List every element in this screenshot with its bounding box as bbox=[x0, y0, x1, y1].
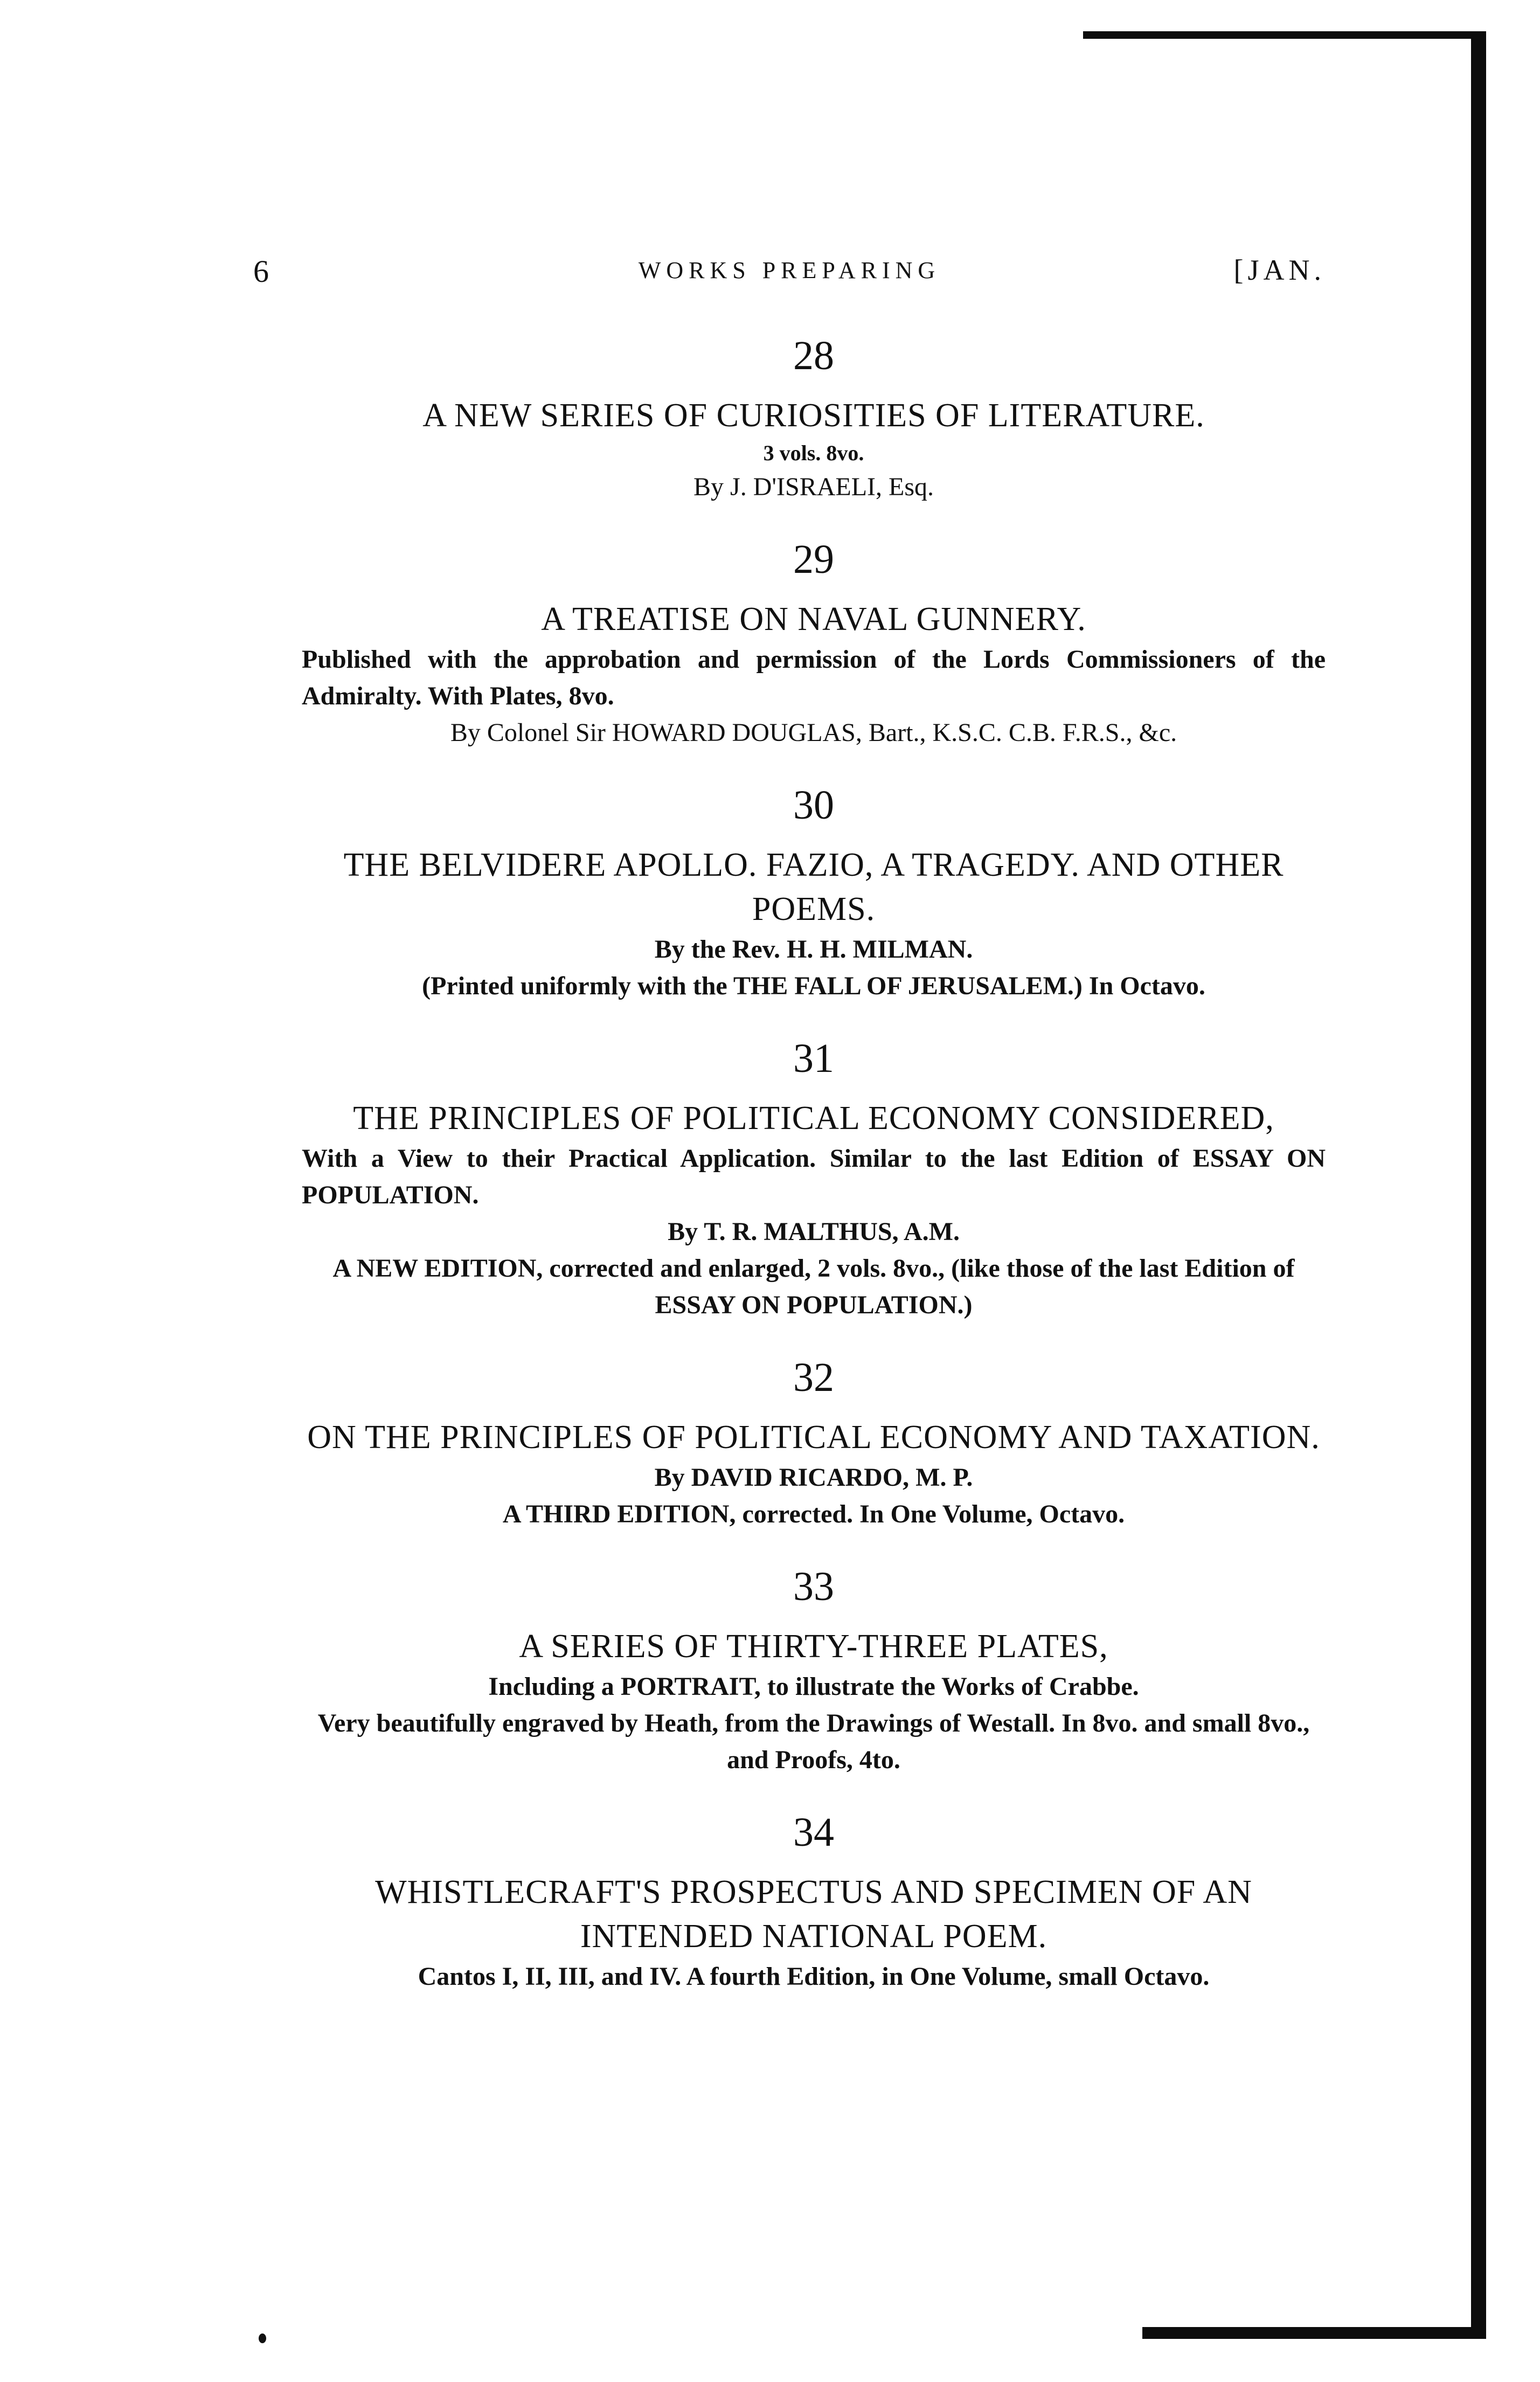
entry-description: Published with the approbation and permission of the Lords Commissioners of the Admiralty. With Plates, 8vo. bbox=[302, 645, 1326, 710]
entry-number: 30 bbox=[793, 783, 834, 828]
entry-number: 34 bbox=[793, 1810, 834, 1855]
entry-author: By DAVID RICARDO, M. P. bbox=[654, 1463, 973, 1492]
entry-28 bbox=[302, 329, 1326, 506]
entry-number: 31 bbox=[793, 1036, 834, 1081]
entry-format: 3 vols. 8vo. bbox=[763, 441, 864, 465]
ink-speck bbox=[259, 2333, 266, 2343]
scan-edge-top-bar bbox=[1083, 31, 1486, 39]
entry-note: (Printed uniformly with the THE FALL OF JERUSALEM.) In Octavo. bbox=[422, 972, 1205, 1000]
entry-title: ON THE PRINCIPLES OF POLITICAL ECONOMY AND TAXATION. bbox=[307, 1419, 1320, 1456]
catalogue-entries bbox=[302, 329, 1326, 2022]
entry-author: By T. R. MALTHUS, A.M. bbox=[668, 1217, 960, 1246]
entry-author: By J. D'ISRAELI, Esq. bbox=[693, 473, 934, 501]
entry-number: 32 bbox=[793, 1355, 834, 1400]
entry-title: WHISTLECRAFT'S PROSPECTUS AND SPECIMEN OF AN INTENDED NATIONAL POEM. bbox=[375, 1874, 1252, 1955]
page-number: 6 bbox=[253, 254, 269, 289]
running-title: WORKS PREPARING bbox=[638, 257, 941, 283]
entry-edition: A NEW EDITION, corrected and enlarged, 2 vols. 8vo., (like those of the last Edition of ESSAY ON POPULATION.) bbox=[332, 1254, 1295, 1319]
entry-edition: Very beautifully engraved by Heath, from the Drawings of Westall. In 8vo. and small 8vo., and Proofs, 4to. bbox=[317, 1709, 1310, 1774]
entry-title: THE BELVIDERE APOLLO. FAZIO, A TRAGEDY. AND OTHER POEMS. bbox=[343, 847, 1284, 927]
entry-number: 33 bbox=[793, 1564, 834, 1609]
entry-edition: Cantos I, II, III, and IV. A fourth Edition, in One Volume, small Octavo. bbox=[418, 1962, 1210, 1991]
entry-title: THE PRINCIPLES OF POLITICAL ECONOMY CONSIDERED, bbox=[353, 1100, 1274, 1137]
entry-description: Including a PORTRAIT, to illustrate the Works of Crabbe. bbox=[488, 1672, 1139, 1701]
entry-description: With a View to their Practical Application. Similar to the last Edition of ESSAY ON POPULATION. bbox=[302, 1144, 1326, 1209]
entry-title: A SERIES OF THIRTY-THREE PLATES, bbox=[519, 1628, 1108, 1665]
running-header bbox=[253, 253, 1326, 291]
entry-29 bbox=[302, 532, 1326, 751]
entry-edition: A THIRD EDITION, corrected. In One Volume, Octavo. bbox=[502, 1500, 1125, 1528]
entry-number: 29 bbox=[793, 537, 834, 582]
entry-31 bbox=[302, 1031, 1326, 1324]
entry-title: A NEW SERIES OF CURIOSITIES OF LITERATURE. bbox=[422, 397, 1205, 434]
running-month: [JAN. bbox=[1233, 254, 1326, 286]
entry-author: By the Rev. H. H. MILMAN. bbox=[654, 935, 973, 964]
entry-number: 28 bbox=[793, 333, 834, 378]
entry-title: A TREATISE ON NAVAL GUNNERY. bbox=[541, 601, 1086, 638]
entry-author: By Colonel Sir HOWARD DOUGLAS, Bart., K.S.C. C.B. F.R.S., &c. bbox=[450, 718, 1177, 747]
entry-32 bbox=[302, 1351, 1326, 1533]
entry-34 bbox=[302, 1805, 1326, 1995]
scan-edge-right-bar bbox=[1471, 38, 1486, 2339]
entry-33 bbox=[302, 1560, 1326, 1778]
scan-edge-bottom-bar bbox=[1142, 2327, 1486, 2339]
entry-30 bbox=[302, 778, 1326, 1005]
